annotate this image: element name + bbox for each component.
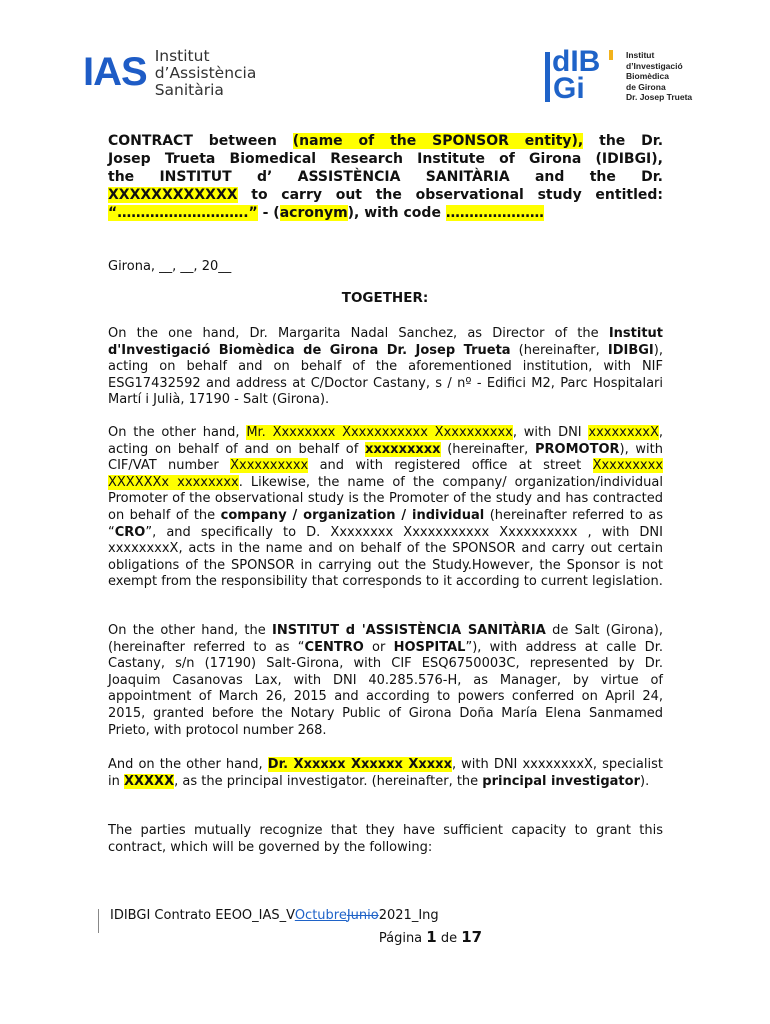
ias-logo-mark: IAS [83, 50, 147, 94]
paragraph-principal-investigator: And on the other hand, Dr. Xxxxxx Xxxxxx Xxxxx, with DNI xxxxxxxxX, specialist in XXXXX, as the principal investigator. (hereinafter, the principal investigator). [108, 757, 663, 789]
contract-date: Girona, __, __, 20__ [108, 259, 232, 274]
together-heading: TOGETHER: [341, 290, 429, 306]
idibgi-logo [543, 45, 693, 105]
idibgi-logo-text: Institut d’Investigació Biomèdica de Girona Dr. Josep Trueta [626, 50, 693, 102]
ias-logo [83, 48, 256, 99]
paragraph-ias: On the other hand, the INSTITUT d 'ASSISTÈNCIA SANITÀRIA de Salt (Girona), (hereinafter referred to as “CENTRO or HOSPITAL”), with address at calle Dr. Castany, s/n (17190) Salt-Girona, with CIF ESQ6750003C, represented by Dr. Joaquim Casanovas Lax, with DNI 40.285.576-H, as Manager, by virtue of appointment of March 26, 2015 and according to powers conferred on April 24, 2015, granted before the Notary Public of Girona Doña María Elena Sanmamed Prieto, with protocol number 268. [108, 623, 663, 738]
paragraph-capacity: The parties mutually recognize that they have sufficient capacity to grant this contract, which will be governed by the following: [108, 823, 663, 855]
contract-title: CONTRACT between (name of the SPONSOR entity), the Dr. Josep Trueta Biomedical Research Institute of Girona (IDIBGI), the INSTITUT d’ ASSISTÈNCIA SANITÀRIA and the Dr. XXXXXXXXXXXX to carry out the observational study entitled: “……………………….” - (acronym), with code ………………… [108, 133, 664, 221]
paragraph-idibgi: On the one hand, Dr. Margarita Nadal Sanchez, as Director of the Institut d'Investigació Biomèdica de Girona Dr. Josep Trueta (hereinafter, IDIBGI), acting on behalf and on behalf of the aforementioned institution, with NIF ESG17432592 and address at C/Doctor Castany, s / nº - Edifici M2, Parc Hospitalari Martí i Julià, 17190 - Salt (Girona). [108, 326, 663, 408]
footer-document-id: IDIBGI Contrato EEOO_IAS_VOctubreJunio2021_Ing [110, 908, 439, 923]
footer-page-number: Página 1 de 17 [378, 928, 483, 946]
idibgi-logo-mark: dIB Gi [543, 48, 613, 104]
paragraph-sponsor: On the other hand, Mr. Xxxxxxxx Xxxxxxxxxxx Xxxxxxxxxx, with DNI xxxxxxxxX, acting on behalf of and on behalf of xxxxxxxxx (hereinafter, PROMOTOR), with CIF/VAT number Xxxxxxxxxx and with registered office at street Xxxxxxxxx XXXXXXx xxxxxxxx. Likewise, the name of the company/ organization/individual Promoter of the observational study is the Promoter of the study and has contracted on behalf of the company / organization / individual (hereinafter referred to as “CRO”, and specifically to D. Xxxxxxxx Xxxxxxxxxxx Xxxxxxxxxx , with DNI xxxxxxxxX, acts in the name and on behalf of the SPONSOR and carry out certain obligations of the SPONSOR in carrying out the Study.However, the Sponsor is not exempt from the responsibility that corresponds to it according to current legislation. [108, 425, 664, 590]
ias-logo-text: Institut d’Assistència Sanitària [154, 47, 257, 99]
